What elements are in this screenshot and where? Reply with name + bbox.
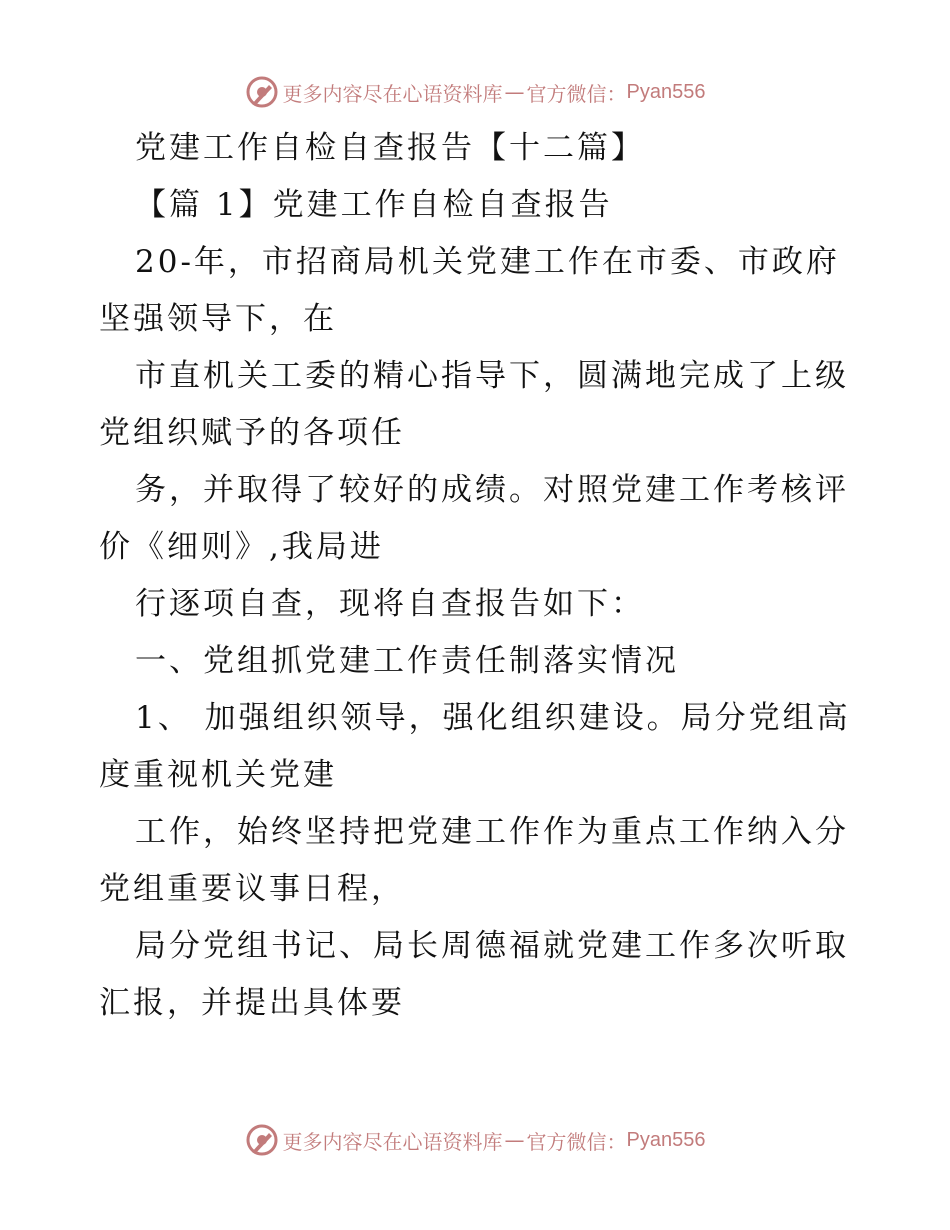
- body-text-line: 务，并取得了较好的成绩。对照党建工作考核评: [135, 472, 849, 508]
- pen-logo-icon: [245, 1123, 279, 1157]
- body-text-line: 市直机关工委的精心指导下，圆满地完成了上级: [135, 358, 849, 394]
- banner-text: 更多内容尽在心语资料库: [282, 81, 503, 106]
- section-heading: 【篇 1】党建工作自检自查报告: [135, 187, 613, 223]
- footer-watermark: [0, 1120, 950, 1160]
- banner-separator: —: [504, 80, 525, 104]
- body-text-line: 坚强领导下，在: [99, 301, 337, 337]
- body-text-line: 20-年，市招商局机关党建工作在市委、市政府: [135, 244, 840, 280]
- body-text-line: 度重视机关党建: [99, 757, 337, 793]
- banner-wechat-id: Pyan556: [626, 1128, 706, 1151]
- banner-separator: —: [504, 1128, 525, 1152]
- body-text-line: 价《细则》,我局进: [99, 529, 384, 565]
- body-text-line: 一、党组抓党建工作责任制落实情况: [135, 643, 679, 679]
- document-body: [99, 120, 859, 1032]
- banner-text: 更多内容尽在心语资料库: [282, 1129, 503, 1154]
- body-text-line: 工作，始终坚持把党建工作作为重点工作纳入分: [135, 814, 849, 850]
- body-text-line: 局分党组书记、局长周德福就党建工作多次听取: [135, 928, 849, 964]
- document-title: 党建工作自检自查报告【十二篇】: [135, 130, 645, 166]
- body-text-line: 汇报，并提出具体要: [99, 985, 405, 1021]
- pen-logo-icon: [245, 75, 279, 109]
- header-watermark: [0, 72, 950, 112]
- body-text-line: 行逐项自查，现将自查报告如下：: [135, 586, 645, 622]
- body-text-line: 党组织赋予的各项任: [99, 415, 405, 451]
- banner-wechat-label: 官方微信：: [526, 1129, 627, 1154]
- body-text-line: 1、 加强组织领导，强化组织建设。局分党组高: [135, 700, 851, 736]
- banner-wechat-id: Pyan556: [626, 80, 706, 103]
- banner-wechat-label: 官方微信：: [526, 81, 627, 106]
- body-text-line: 党组重要议事日程，: [99, 871, 405, 907]
